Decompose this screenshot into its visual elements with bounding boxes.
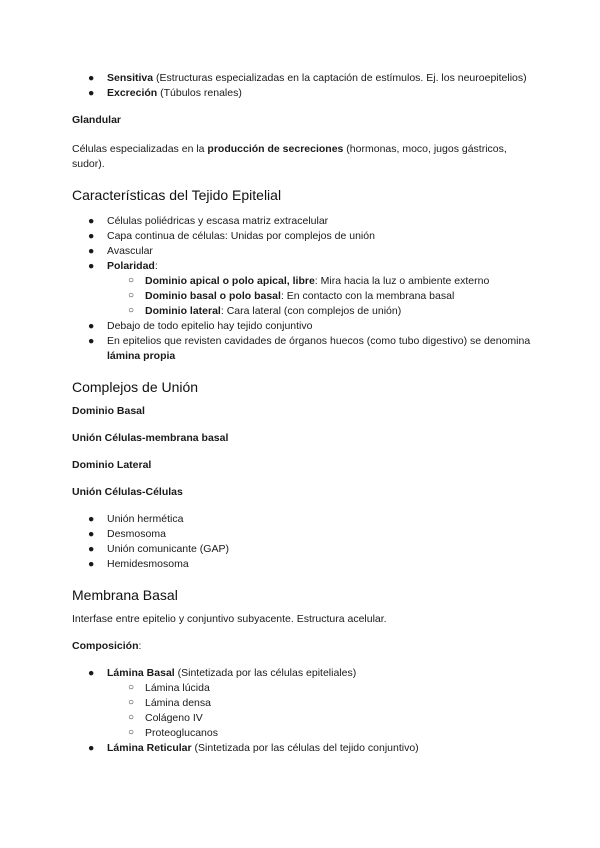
hollow-bullet-icon: ○ [128,305,135,316]
subheading-dominio-lateral: Dominio Lateral [72,459,152,471]
bullet-icon: ● [88,230,95,242]
bullet-icon: ● [88,543,95,555]
composicion-list [72,666,532,756]
membrana-description: Interfase entre epitelio y conjuntivo subyacente. Estructura acelular. [72,613,387,625]
glandular-paragraph: Células especializadas en la producción de secreciones (hormonas, moco, jugos gástricos, sudor). [72,143,507,170]
list-item: ● En epitelios que revisten cavidades de órganos huecos (como tubo digestivo) se denomina lámina propia [88,335,531,362]
sub-list-item: ○ Dominio basal o polo basal: En contacto con la membrana basal [128,290,455,302]
section-heading-membrana: Membrana Basal [72,587,178,603]
hollow-bullet-icon: ○ [128,290,135,301]
item-term: Excreción [107,87,158,99]
list-item [72,71,532,86]
document-page [72,71,532,756]
bullet-icon: ● [88,558,95,570]
bullet-icon: ● [88,215,95,227]
hollow-bullet-icon: ○ [128,712,135,723]
sub-list-item: ○ Dominio lateral: Cara lateral (con complejos de unión) [128,305,402,317]
section-heading-complejos: Complejos de Unión [72,379,199,395]
hollow-bullet-icon: ○ [128,275,135,286]
list-item: ● Debajo de todo epitelio hay tejido conjuntivo [88,320,313,332]
bullet-icon: ● [88,245,95,257]
complejos-list [72,512,532,572]
sub-list-item: ○ Proteoglucanos [128,727,218,739]
sub-list-item: ○ Dominio apical o polo apical, libre: Mira hacia la luz o ambiente externo [128,275,490,287]
subheading-union-membrana: Unión Células-membrana basal [72,432,229,444]
list-item: ● Unión comunicante (GAP) [88,543,229,555]
bullet-icon: ● [88,667,95,679]
hollow-bullet-icon: ○ [128,697,135,708]
list-item: ● Capa continua de células: Unidas por complejos de unión [88,230,375,242]
function-list [72,71,532,101]
bullet-icon: ● [88,528,95,540]
list-item-polaridad: ● Polaridad: [88,260,158,272]
composicion-label: Composición: [72,640,142,652]
section-heading-caracteristicas: Características del Tejido Epitelial [72,187,282,203]
list-item: ● Unión hermética [88,513,184,525]
hollow-bullet-icon: ○ [128,682,135,693]
list-item [72,86,532,101]
item-term: Sensitiva [107,72,154,84]
list-item: ● Células poliédricas y escasa matriz extracelular [88,215,329,227]
sub-list-item: ○ Lámina densa [128,697,211,709]
subheading-dominio-basal: Dominio Basal [72,405,145,417]
list-item: ● Lámina Basal (Sintetizada por las células epiteliales) [88,667,357,679]
item-text: (Estructuras especializadas en la captación de estímulos. Ej. los neuroepitelios) [153,72,527,84]
caracteristicas-list [72,214,532,364]
list-item: ● Lámina Reticular (Sintetizada por las células del tejido conjuntivo) [88,742,419,754]
sub-list-item: ○ Lámina lúcida [128,682,210,694]
bullet-icon: ● [88,72,95,84]
bullet-icon: ● [88,260,95,272]
subheading-union-celulas: Unión Células-Células [72,486,183,498]
list-item: ● Hemidesmosoma [88,558,189,570]
sub-list-item: ○ Colágeno IV [128,712,203,724]
bullet-icon: ● [88,87,95,99]
glandular-heading: Glandular [72,114,122,126]
hollow-bullet-icon: ○ [128,727,135,738]
item-text: (Túbulos renales) [157,87,242,99]
bullet-icon: ● [88,513,95,525]
bullet-icon: ● [88,335,95,347]
bullet-icon: ● [88,742,95,754]
list-item: ● Avascular [88,245,153,257]
bullet-icon: ● [88,320,95,332]
list-item: ● Desmosoma [88,528,166,540]
